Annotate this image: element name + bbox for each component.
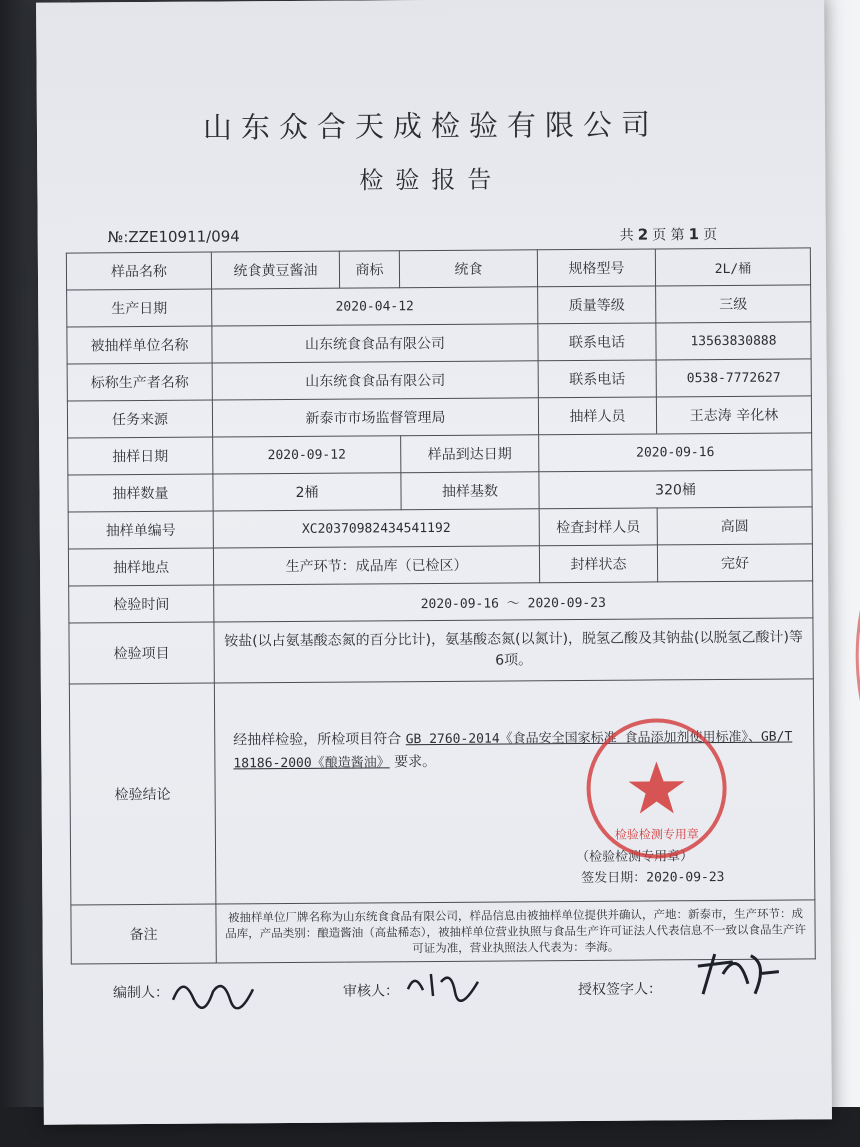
signature-row bbox=[112, 965, 813, 1002]
cell-label: 任务来源 bbox=[67, 400, 212, 438]
compiler-label: 编制人： bbox=[112, 984, 170, 1002]
cell-label: 抽样地点 bbox=[68, 548, 213, 586]
cell-sample-no: XC20370982434541192 bbox=[213, 509, 539, 548]
cell-seal-state: 完好 bbox=[657, 544, 812, 582]
cell-sample-qty: 2桶 bbox=[213, 473, 401, 511]
cell-test-items: 铵盐(以占氨基酸态氮的百分比计)，氨基酸态氮(以氮计)，脱氢乙酸及其钠盐(以脱氢乙酸计)等6项。 bbox=[214, 618, 813, 683]
document-number: №:ZZE10911/094 bbox=[107, 227, 240, 247]
partial-seal-icon bbox=[840, 577, 860, 737]
cell-arrival-date: 2020-09-16 bbox=[539, 433, 812, 472]
cell-label: 抽样基数 bbox=[401, 472, 539, 510]
compiler-signature-icon bbox=[168, 969, 258, 1018]
report-paper bbox=[36, 0, 832, 1125]
table-row bbox=[67, 285, 811, 327]
cell-task-source: 新泰市市场监督管理局 bbox=[212, 398, 538, 437]
table-row bbox=[69, 581, 813, 623]
cell-label: 检验项目 bbox=[69, 622, 214, 684]
table-row bbox=[68, 433, 812, 475]
reviewer-label: 审核人： bbox=[342, 983, 400, 1000]
cell-label: 标称生产者名称 bbox=[67, 363, 212, 401]
cell-label: 检验结论 bbox=[69, 683, 216, 905]
cell-label: 联系电话 bbox=[538, 360, 656, 398]
table-row bbox=[68, 470, 812, 512]
cell-base-qty: 320桶 bbox=[539, 470, 812, 509]
company-name: 山东众合天成检验有限公司 bbox=[202, 107, 660, 145]
conclusion-text: 经抽样检验，所检项目符合 GB 2760-2014《食品安全国家标准 食品添加剂使用标准》、GB/T 18186-2000《酿造酱油》 要求。 bbox=[233, 729, 793, 772]
cell-producer: 山东统食食品有限公司 bbox=[212, 361, 538, 400]
cell-label: 检验时间 bbox=[69, 585, 214, 623]
report-title: 检验报告 bbox=[359, 165, 504, 195]
authorizer-signature-icon bbox=[693, 944, 783, 1013]
table-row bbox=[66, 248, 810, 290]
stamp-label: （检验检测专用章） bbox=[576, 849, 694, 866]
cell-sampler: 王志涛 辛化林 bbox=[656, 396, 811, 434]
cell-label: 样品名称 bbox=[66, 252, 211, 290]
cell-label: 被抽样单位名称 bbox=[67, 326, 212, 364]
table-row bbox=[67, 359, 811, 401]
cell-label: 质量等级 bbox=[538, 286, 656, 324]
cell-label: 规格型号 bbox=[537, 249, 655, 287]
cell-production-date: 2020-04-12 bbox=[212, 287, 538, 326]
cell-sample-name: 统食黄豆酱油 bbox=[211, 251, 339, 289]
cell-label: 样品到达日期 bbox=[401, 435, 539, 473]
page-info: 共 2 页 第 1 页 bbox=[619, 225, 718, 244]
cell-label: 联系电话 bbox=[538, 323, 656, 361]
cell-label: 抽样人员 bbox=[538, 397, 656, 435]
cell-label: 抽样数量 bbox=[68, 474, 213, 512]
cell-label: 封样状态 bbox=[539, 545, 657, 583]
svg-text:检验检测专用章: 检验检测专用章 bbox=[614, 827, 699, 842]
cell-sampled-unit: 山东统食食品有限公司 bbox=[212, 324, 538, 363]
cell-label: 抽样单编号 bbox=[68, 511, 213, 549]
cell-label: 抽样日期 bbox=[68, 437, 213, 475]
conclusion-standard: GB 2760-2014《食品安全国家标准 食品添加剂使用标准》、GB/T 18186-2000《酿造酱油》 bbox=[233, 729, 793, 772]
cell-test-time: 2020-09-16 ～ 2020-09-23 bbox=[214, 581, 813, 622]
cell-phone: 13563830888 bbox=[656, 322, 811, 360]
cell-sealer: 高圆 bbox=[657, 507, 812, 545]
cell-remark: 被抽样单位厂牌名称为山东统食食品有限公司，样品信息由被抽样单位提供并确认，产地：新泰市，生产环节：成品库，产品类别：酿造酱油（高盐稀态），被抽样单位营业执照与食品生产许可证法人代表信息不一致以食品生产许可证为准，营业执照法人代表为：李海。 bbox=[216, 900, 815, 963]
cell-brand: 统食 bbox=[399, 250, 537, 288]
reviewer-signature-icon bbox=[403, 964, 483, 1013]
cell-location: 生产环节：成品库（已检区） bbox=[213, 546, 539, 585]
table-row bbox=[67, 322, 811, 364]
cell-quality-grade: 三级 bbox=[656, 285, 811, 323]
table-row bbox=[69, 618, 813, 684]
cell-phone: 0538-7772627 bbox=[656, 359, 811, 397]
cell-spec: 2L/桶 bbox=[655, 248, 810, 286]
table-row bbox=[67, 396, 811, 438]
table-row bbox=[68, 507, 812, 549]
cell-sampling-date: 2020-09-12 bbox=[213, 436, 401, 474]
cell-label: 生产日期 bbox=[67, 289, 212, 327]
cell-label: 检査封样人员 bbox=[539, 508, 657, 546]
cell-label: 备注 bbox=[71, 904, 216, 964]
table-row bbox=[68, 544, 812, 586]
official-seal-icon bbox=[581, 713, 732, 864]
authorizer-label: 授权签字人： bbox=[577, 981, 663, 999]
sign-date: 签发日期：2020-09-23 bbox=[581, 869, 725, 886]
cell-label: 商标 bbox=[339, 251, 399, 288]
